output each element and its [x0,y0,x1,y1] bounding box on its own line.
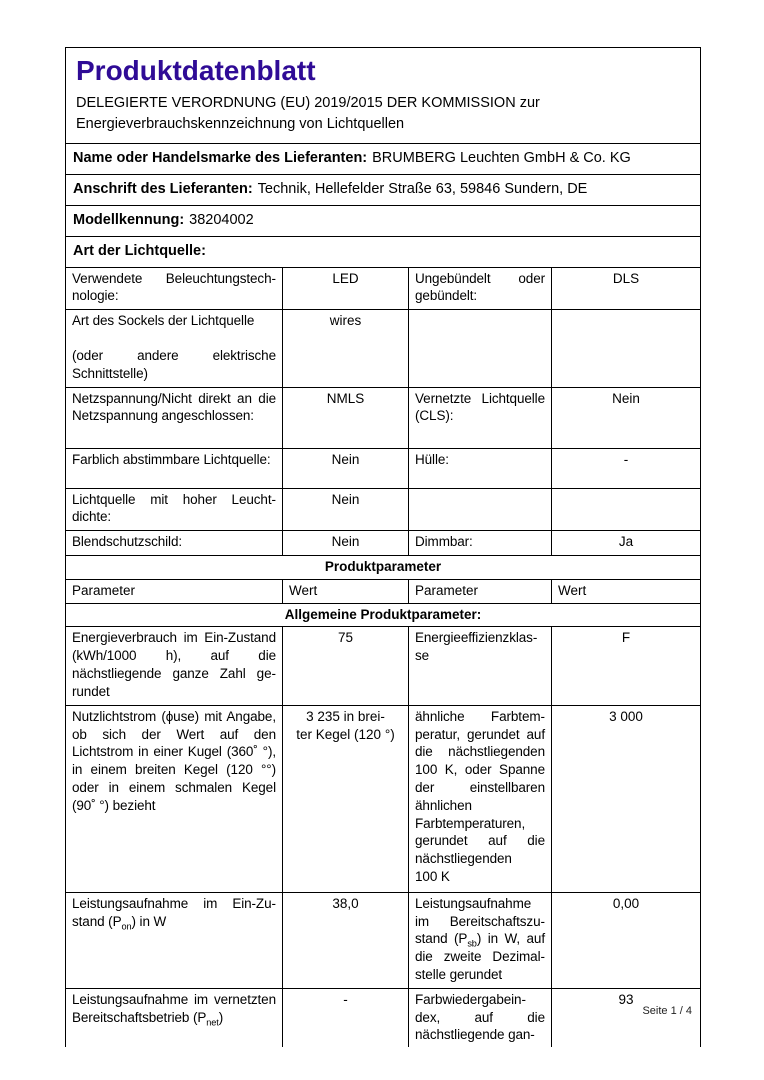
subtitle-line-2: Energieverbrauchskennzeichnung von Lichtquellen [76,116,405,133]
table-row [66,705,701,892]
subtitle-line-1: DELEGIERTE VERORDNUNG (EU) 2019/2015 DER KOMMISSION zur [76,95,540,112]
table-row [66,310,701,387]
value-cell: F [552,627,701,705]
param-cell [409,310,552,387]
supplier-name-cell [66,144,701,175]
param-text: Art des Sockels der Lichtquelle [72,313,255,329]
section-title: Produktparameter [66,556,701,580]
value-cell: Nein [283,448,409,488]
table-row-truncated [66,988,701,1047]
param-cell [409,988,552,1047]
table-row [66,531,701,556]
value-cell [552,488,701,531]
param-text: Leistungsaufnahme im vernetzten Bereitschaftsbetrieb $(P_{net})$ [72,991,276,1027]
value-cell: 75 [283,627,409,705]
param-cell: Leistungsaufnahme im Bereitschaftszustand $(P_{sb})$ in W, auf die zweite Dezimalstelle gerundet [409,892,552,988]
param-cell [66,310,283,387]
table-row [66,892,701,988]
title-row [66,48,701,144]
section-row-allgemeine [66,603,701,627]
supplier-address-row [66,175,701,206]
param-cell [409,488,552,531]
param-text: (oder andere elektrische Schnittstelle) [72,347,276,381]
value-cell: DLS [552,267,701,310]
param-cell: Leistungsaufnahme im Ein-Zustand $(P_{on})$ in W [66,892,283,988]
column-header: Parameter [409,579,552,603]
value-cell: 93 [552,988,701,1047]
value-cell: 0,00 [552,892,701,988]
light-source-type-cell [66,237,701,267]
model-id-row [66,206,701,237]
supplier-name-value: BRUMBERG Leuchten GmbH & Co. KG [372,150,631,167]
column-header-row [66,579,701,603]
param-cell: Vernetzte Lichtquelle (CLS): [409,387,552,448]
value-cell: Nein [552,387,701,448]
light-source-type-row [66,237,701,267]
param-cell: Netzspannung/Nicht direkt an die Netzspannung angeschlossen: [66,387,283,448]
column-header: Wert [552,579,701,603]
table-row [66,448,701,488]
column-header: Wert [283,579,409,603]
param-cell: Farblich abstimmbare Lichtquelle: [66,448,283,488]
value-cell [552,310,701,387]
table-row [66,267,701,310]
param-cell: Blendschutzschild: [66,531,283,556]
value-cell: Nein [283,531,409,556]
value-cell: wires [283,310,409,387]
value-cell: 3 235 in brei- ter Kegel (120 °) [283,705,409,892]
param-cell: ähnliche Farbtemperatur, gerundet auf die nächstliegenden 100 K, oder Spanne der einstellbaren ähnlichen Farbtemperaturen, gerundet auf die nächstliegenden 100 K [409,705,552,892]
value-cell: Nein [283,488,409,531]
table-row [66,488,701,531]
supplier-address-cell [66,175,701,206]
value-cell: - [552,448,701,488]
param-cell: Ungebündelt oder gebündelt: [409,267,552,310]
supplier-name-label: Name oder Handelsmarke des Lieferanten: [73,150,368,167]
model-id-label: Modellkennung: [73,212,185,229]
value-cell: 38,0 [283,892,409,988]
param-cell [66,988,283,1047]
page-number: Seite 1 / 4 [642,1005,692,1017]
column-header: Parameter [66,579,283,603]
value-cell: 3 000 [552,705,701,892]
regulation-subtitle [76,93,690,135]
supplier-address-label: Anschrift des Lieferanten: [73,181,253,198]
value-cell: Ja [552,531,701,556]
page-title: Produktdatenblatt [76,55,316,86]
param-cell: Hülle: [409,448,552,488]
model-id-value: 38204002 [189,212,254,229]
supplier-address-value: Technik, Hellefelder Straße 63, 59846 Sundern, DE [257,181,588,198]
param-cell: Lichtquelle mit hoher Leuchtdichte: [66,488,283,531]
title-cell [66,48,701,144]
param-text: Farbwiedergabeindex, auf die nächstliegende gan- [415,991,545,1043]
light-source-type-label: Art der Lichtquelle: [73,243,206,260]
param-cell: Nutzlichtstrom (ϕuse) mit Angabe, ob sich der Wert auf den Lichtstrom in einer Kugel (360˚ °), in einem breiten Kegel (120 °°) oder in einem schmalen Kegel (90˚ °) bezieht [66,705,283,892]
param-cell: Energieverbrauch im Ein-Zustand (kWh/1000 h), auf die nächstliegende ganze Zahl gerundet [66,627,283,705]
param-cell: Verwendete Beleuchtungstechnologie: [66,267,283,310]
param-cell: Energieeffizienzklas- se [409,627,552,705]
section-row-produktparameter [66,556,701,580]
subsection-title: Allgemeine Produktparameter: [66,603,701,627]
table-row [66,627,701,705]
table-row [66,387,701,448]
supplier-name-row [66,144,701,175]
value-cell: - [283,988,409,1047]
model-id-cell [66,206,701,237]
product-datasheet-table [65,47,701,1047]
param-cell: Dimmbar: [409,531,552,556]
value-cell: LED [283,267,409,310]
value-cell: NMLS [283,387,409,448]
